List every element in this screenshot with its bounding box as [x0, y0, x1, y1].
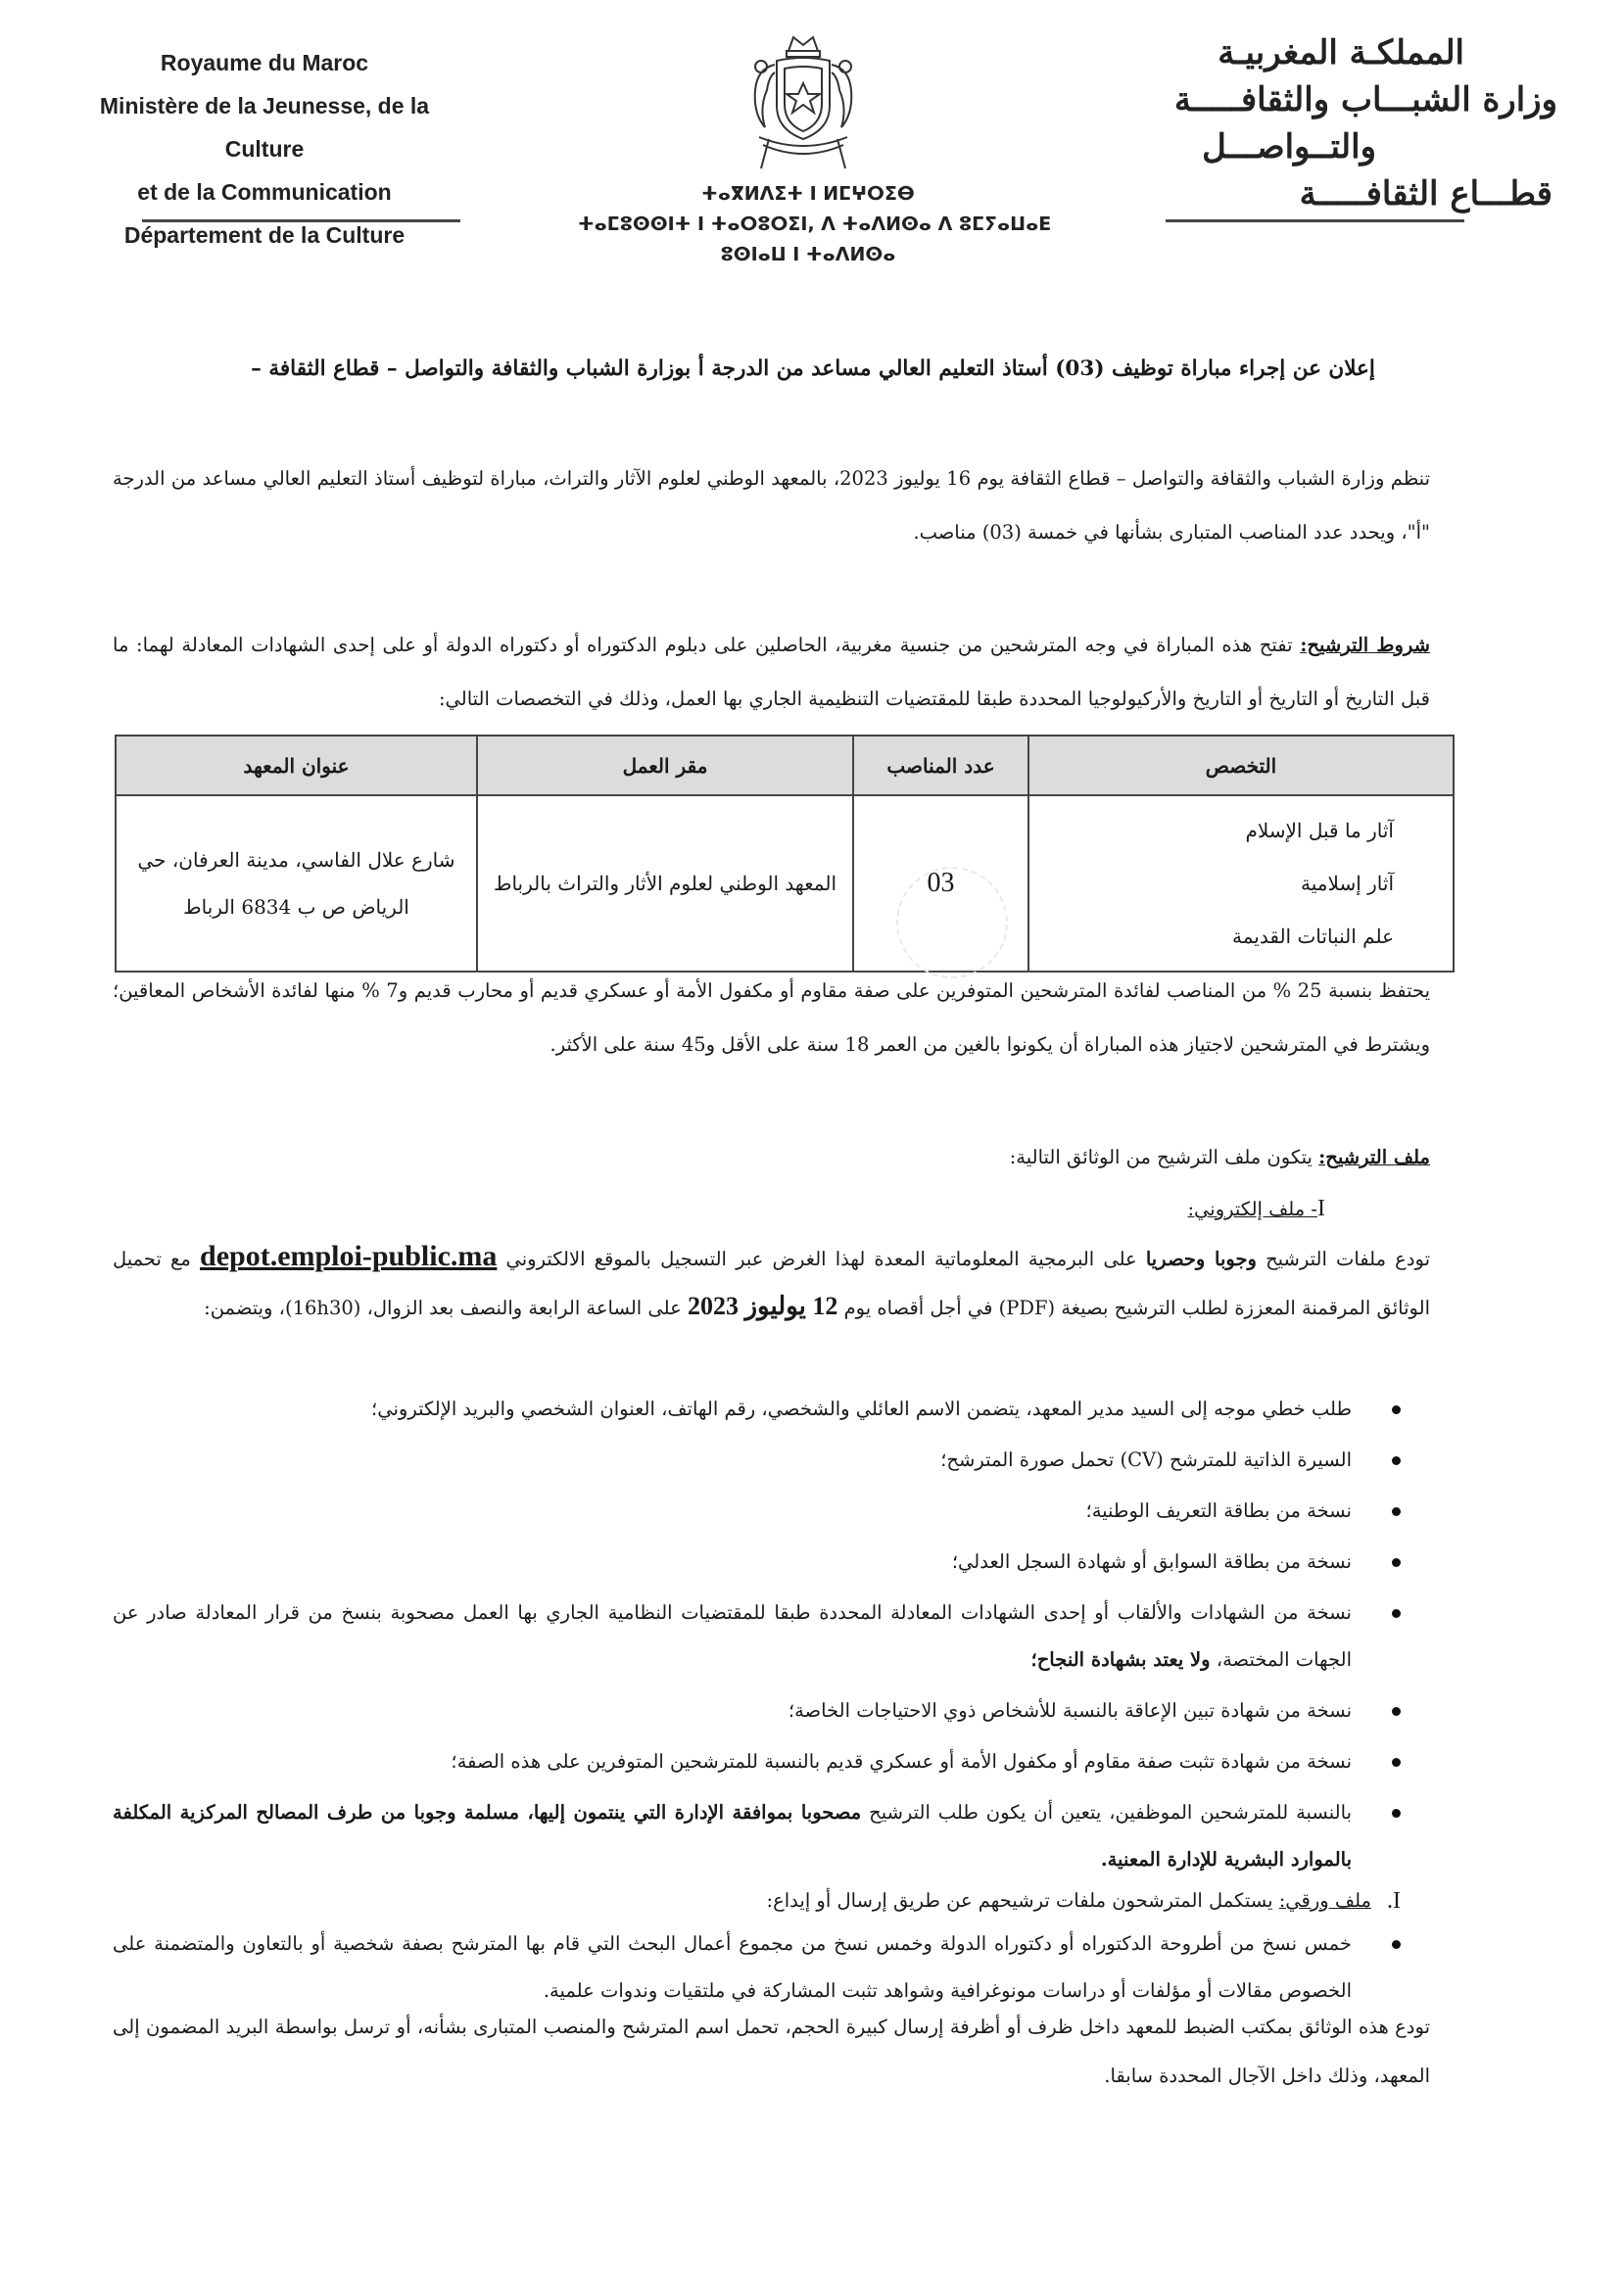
header-fr-line: Ministère de la Jeunesse, de la Culture [99, 93, 430, 162]
positions-table [115, 735, 1455, 973]
bullet-icon [1392, 1507, 1401, 1516]
faint-stamp-mark [896, 867, 1008, 978]
bullet-icon [1392, 1405, 1401, 1414]
header-arabic [1097, 29, 1557, 217]
header-tifinagh [578, 179, 1052, 270]
bullet-icon [1392, 1809, 1401, 1818]
quota-paragraph: يحتفظ بنسبة 25 % من المناصب لفائدة المترشحين المتوفرين على صفة مقاوم أو مكفول الأمة أو عسكري قديم أو محارب قديم و7 % منها لفائدة الأشخاص المعاقين؛ ويشترط في المترشحين لاجتياز هذه المباراة أن يكونوا بالغين من العمر 18 سنة على الأقل و45 سنة على الأكثر. [113, 979, 1431, 1056]
bullet-icon [1392, 1609, 1401, 1618]
list-item-text: نسخة من بطاقة السوابق أو شهادة السجل العدلي؛ [951, 1550, 1352, 1573]
file-heading [113, 1130, 1430, 1184]
table-header-row [116, 736, 1454, 795]
specialty-item: آثار إسلامية [1301, 872, 1394, 895]
bullet-icon [1392, 1940, 1401, 1949]
list-item [113, 1437, 1430, 1484]
paper-file-heading [113, 1877, 1430, 1924]
address-line: الرياض ص ب 6834 الرباط [183, 895, 409, 919]
header-ar-line: والتــواصـــل [1202, 127, 1376, 166]
header-ar-line: قطـــاع الثقافـــــة [1299, 174, 1552, 214]
deposit-text: مع تحميل الوثائق المرقمنة المعززة لطلب الترشيح بصيغة (PDF) في أجل أقصاه يوم [113, 1248, 1430, 1319]
list-item-text: السيرة الذاتية للمترشح (CV) تحمل صورة المترشح؛ [940, 1448, 1352, 1471]
tifinagh-line: ⵜⴰⵎⵓⵙⵙⵏⵜ ⵏ ⵜⴰⵔⵓⵔⵉⵏ, ⴷ ⵜⴰⴷⵍⵙⴰ ⴷ ⵓⵎⵢⴰⵡⴰⴹ [578, 214, 1052, 235]
file-text: يتكون ملف الترشيح من الوثائق التالية: [1009, 1146, 1319, 1168]
deposit-bold: وجوبا وحصريا [1145, 1248, 1257, 1270]
header-count: عدد المناصب [853, 736, 1028, 795]
paper-label: ملف ورقي: [1278, 1889, 1371, 1912]
header-fr-line: Royaume du Maroc [160, 50, 369, 75]
list-item-bold: ولا يعتد بشهادة النجاح؛ [1030, 1648, 1211, 1671]
electronic-label: - ملف إلكتروني: [1187, 1198, 1317, 1220]
list-item-bold: مصحوبا بموافقة الإدارة التي ينتمون إليها، مسلمة وجوبا من طرف المصالح المركزية المكلفة بالموارد البشرية للإدارة المعنية. [113, 1801, 1352, 1871]
list-item [113, 1921, 1430, 2015]
specialty-item: علم النباتات القديمة [1232, 925, 1394, 948]
header-specialty: التخصص [1028, 736, 1454, 795]
header-ar-line: المملكـة المغربيـة [1218, 33, 1464, 72]
list-item [113, 1488, 1430, 1535]
conditions-text: تفتح هذه المباراة في وجه المترشحين من جنسية مغربية، الحاصلين على دبلوم الدكتوراه أو دكتوراه الدولة أو على إحدى الشهادات المعادلة لهما: ما قبل التاريخ أو التاريخ أو التاريخ والأركيولوجيا المحددة طبقا للمقتضيات التنظيمية الجاري بها العمل، وذلك في التخصصات التالي: [113, 634, 1430, 710]
paper-text: يستكمل المترشحون ملفات ترشيحهم عن طريق إرسال أو إيداع: [766, 1889, 1279, 1912]
list-item-text: نسخة من شهادة تبين الإعاقة بالنسبة للأشخاص ذوي الاحتياجات الخاصة؛ [788, 1699, 1352, 1722]
cell-specialties [1028, 795, 1454, 972]
announcement-title: إعلان عن إجراء مباراة توظيف (03) أستاذ التعليم العالي مساعد من الدرجة أ بوزارة الشباب والثقافة والتواصل – قطاع الثقافة – [251, 356, 1375, 381]
header-ar-line: وزارة الشبـــاب والثقافـــــة [1173, 80, 1557, 119]
specialty-item: آثار ما قبل الإسلام [1245, 819, 1394, 842]
header-ar-divider [1166, 219, 1464, 222]
list-item-text: نسخة من الشهادات والألقاب أو إحدى الشهادات المعادلة المحددة طبقا للمقتضيات النظامية الجاري بها العمل مصحوبة بنسخ من قرار المعادلة صادر عن الجهات المختصة، [113, 1601, 1352, 1671]
deadline-date: 12 يوليوز 2023 [687, 1292, 838, 1320]
deposit-text: على الساعة الرابعة والنصف بعد الزوال، (16h30)، ويتضمن: [204, 1297, 688, 1319]
header-french [69, 41, 460, 257]
conditions-paragraph [113, 618, 1430, 726]
header-fr-divider [142, 219, 460, 222]
cell-address [116, 795, 477, 972]
address-line: شارع علال الفاسي، مدينة العرفان، حي [137, 848, 455, 872]
list-item [113, 1687, 1430, 1734]
deposit-text: تودع ملفات الترشيح [1256, 1248, 1431, 1270]
bullet-icon [1392, 1707, 1401, 1716]
electronic-documents-list [113, 1386, 1430, 1887]
tifinagh-line: ⵓⵙⵏⴰⵡ ⵏ ⵜⴰⴷⵍⵙⴰ [720, 244, 896, 265]
list-item-text: طلب خطي موجه إلى السيد مدير المعهد، يتضمن الاسم العائلي والشخصي، رقم الهاتف، العنوان الشخصي والبريد الإلكتروني؛ [371, 1398, 1352, 1420]
paper-numeral: I. [1387, 1888, 1401, 1914]
deposit-text: على البرمجية المعلوماتية المعدة لهذا الغرض عبر التسجيل بالموقع الالكتروني [497, 1248, 1146, 1270]
electronic-deposit-paragraph [113, 1233, 1430, 1332]
header-fr-line: et de la Communication [137, 179, 392, 205]
tifinagh-line: ⵜⴰⴳⵍⴷⵉⵜ ⵏ ⵍⵎⵖⵔⵉⴱ [701, 183, 915, 205]
conditions-label: شروط الترشيح: [1300, 634, 1430, 656]
paper-deposit-paragraph: تودع هذه الوثائق بمكتب الضبط للمعهد داخل ظرف أو أظرفة إرسال كبيرة الحجم، تحمل اسم المترشح والمنصب المتبارى بشأنه، أو ترسل بواسطة البريد المضمون إلى المعهد، وذلك داخل الآجال المحددة سابقا. [113, 2016, 1430, 2087]
list-item-text: نسخة من بطاقة التعريف الوطنية؛ [1085, 1499, 1352, 1522]
coat-of-arms-emblem [740, 29, 867, 176]
list-item [113, 1738, 1430, 1785]
depot-emploi-link[interactable]: depot.emploi-public.ma [200, 1240, 498, 1272]
intro-paragraph: تنظم وزارة الشباب والثقافة والتواصل – قطاع الثقافة يوم 16 يوليوز 2023، بالمعهد الوطني لعلوم الآثار والتراث، مباراة لتوظيف أستاذ التعليم العالي مساعد من الدرجة "أ"، ويحدد عدد المناصب المتبارى بشأنها في خمسة (03) مناصب. [113, 467, 1430, 544]
list-item-text: خمس نسخ من أطروحة الدكتوراه أو دكتوراه الدولة وخمس نسخ من مجموع أعمال البحث التي قام بها المترشح بصفة شخصية أو بالتعاون والمتضمنة على الخصوص مقالات أو مؤلفات أو دراسات مونوغرافية وشواهد تثبت المشاركة في ملتقيات وندوات علمية. [113, 1932, 1352, 2002]
electronic-numeral: I [1317, 1196, 1325, 1221]
file-label: ملف الترشيح: [1318, 1146, 1430, 1168]
cell-workplace: المعهد الوطني لعلوم الأثار والتراث بالرباط [477, 795, 853, 972]
table-row [116, 795, 1454, 972]
list-item-text: بالنسبة للمترشحين الموظفين، يتعين أن يكون طلب الترشيح [861, 1801, 1352, 1824]
list-item [113, 1539, 1430, 1586]
list-item [113, 1386, 1430, 1433]
header-address: عنوان المعهد [116, 736, 477, 795]
bullet-icon [1392, 1456, 1401, 1465]
bullet-icon [1392, 1558, 1401, 1567]
header-workplace: مقر العمل [477, 736, 853, 795]
paper-documents-list [113, 1921, 1430, 2015]
electronic-file-heading [1187, 1182, 1325, 1236]
list-item [113, 1789, 1430, 1883]
bullet-icon [1392, 1758, 1401, 1767]
cell-count: 03 [853, 795, 1028, 972]
list-item [113, 1590, 1430, 1684]
list-item-text: نسخة من شهادة تثبت صفة مقاوم أو مكفول الأمة أو عسكري قديم بالنسبة للمترشحين المتوفرين على هذه الصفة؛ [451, 1750, 1352, 1773]
header-fr-line: Département de la Culture [123, 222, 406, 248]
